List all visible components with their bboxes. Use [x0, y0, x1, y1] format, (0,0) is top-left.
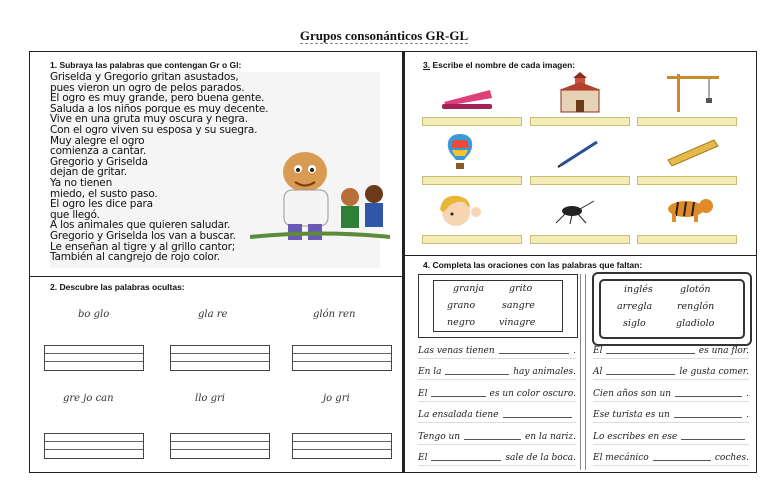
- sentence-blank[interactable]: [464, 439, 521, 440]
- answer-line-9[interactable]: [637, 235, 737, 244]
- story-line: dejan de gritar.: [50, 166, 127, 179]
- sentence-blank[interactable]: [606, 353, 695, 354]
- worksheet: [29, 51, 757, 473]
- bank-right-word: inglés: [624, 284, 653, 295]
- balloon-image: [443, 132, 477, 172]
- page-title: Grupos consonánticos GR-GL: [299, 28, 469, 43]
- hidden-word-4: gre jo can: [63, 393, 114, 404]
- story-line: También al cangrejo de rojo color.: [50, 251, 220, 264]
- sentence-end: hay animales.: [513, 367, 576, 377]
- bank-left-word: grano: [447, 300, 476, 311]
- answer-box-5[interactable]: [170, 433, 270, 459]
- sentence-end: sale de la boca.: [505, 453, 576, 463]
- sentence-end: .: [746, 389, 749, 399]
- bank-right-word: glotón: [680, 284, 711, 295]
- story-line: miedo, el susto paso.: [50, 187, 158, 200]
- crane-image: [663, 70, 723, 114]
- answer-line-8[interactable]: [530, 235, 630, 244]
- sentence-start: Cien años son un: [593, 389, 672, 399]
- sentence-start: El: [593, 346, 603, 356]
- girl-image: [434, 190, 484, 234]
- bank-right-word: siglo: [623, 318, 646, 329]
- answer-box-4[interactable]: [44, 433, 144, 459]
- story-line: Saluda a los niños porque es muy decente.: [50, 102, 269, 115]
- bank-right-word: arregla: [617, 301, 653, 312]
- sentence-start: La ensalada tiene: [418, 410, 499, 420]
- hidden-word-5: llo gri: [195, 393, 225, 404]
- answer-line-1[interactable]: [422, 117, 522, 126]
- answer-line-7[interactable]: [422, 235, 522, 244]
- answer-line-2[interactable]: [530, 117, 630, 126]
- sentence-blank[interactable]: [675, 396, 742, 397]
- answer-line-5[interactable]: [530, 176, 630, 185]
- sentence-start: En la: [418, 367, 442, 377]
- sentence-blank[interactable]: [445, 374, 509, 375]
- answer-line-4[interactable]: [422, 176, 522, 185]
- bank-right-word: renglón: [677, 301, 715, 312]
- story-line: Le enseñan al tigre y al grillo cantor;: [50, 240, 236, 253]
- bank-left-word: sangre: [502, 300, 535, 311]
- word-bank-left: [418, 274, 578, 338]
- bank-left-word: vinagre: [499, 317, 536, 328]
- story-line: Griselda y Gregorio gritan asustados,: [50, 71, 239, 83]
- sentence-start: Las venas tienen: [418, 346, 495, 356]
- sentence-blank[interactable]: [681, 439, 745, 440]
- story-line: Muy alegre el ogro: [50, 134, 145, 147]
- section-divider-left: [30, 276, 402, 277]
- sentence-end: es una flor.: [698, 346, 749, 356]
- sentence-blank[interactable]: [431, 396, 486, 397]
- answer-box-1[interactable]: [44, 345, 144, 371]
- bank-left-word: granja: [453, 283, 485, 294]
- tiger-image: [660, 194, 716, 224]
- story-line: Gregorio y Griselda los van a buscar.: [50, 229, 236, 242]
- bank-left-word: negro: [447, 317, 476, 328]
- section-divider-right: [405, 255, 756, 256]
- sentence-blank[interactable]: [674, 417, 742, 418]
- cricket-image: [552, 197, 596, 225]
- answer-line-6[interactable]: [637, 176, 737, 185]
- section2-heading: 2. Descubre las palabras ocultas:: [50, 282, 185, 292]
- ruler-image: [666, 138, 720, 166]
- story-box: [50, 72, 380, 268]
- pen-image: [557, 138, 603, 168]
- sentence-start: Lo escribes en ese: [593, 432, 678, 442]
- stapler-image: [440, 80, 496, 110]
- hidden-word-2: gla re: [198, 309, 228, 320]
- sentence-blank[interactable]: [653, 460, 711, 461]
- story-line: El ogro es muy grande, pero buena gente.: [50, 92, 265, 105]
- answer-box-2[interactable]: [170, 345, 270, 371]
- sentence-start: Ese turista es un: [593, 410, 670, 420]
- sentence-end: .: [746, 410, 749, 420]
- bank-right-word: gladiolo: [676, 318, 715, 329]
- sentence-start: Al: [593, 367, 603, 377]
- sentence-blank[interactable]: [503, 417, 572, 418]
- hidden-word-1: bo glo: [78, 309, 110, 320]
- word-bank-right: [592, 272, 752, 346]
- answer-line-3[interactable]: [637, 117, 737, 126]
- story-line: que llegó.: [50, 208, 100, 221]
- story-line: Vive en una gruta muy oscura y negra.: [50, 113, 248, 126]
- church-image: [555, 72, 605, 114]
- answer-box-6[interactable]: [292, 433, 392, 459]
- story-line: comienza a cantar.: [50, 145, 147, 158]
- story-line: Con el ogro viven su esposa y su suegra.: [50, 123, 258, 136]
- sentence-end: .: [573, 346, 576, 356]
- story-line: Gregorio y Griselda: [50, 155, 148, 168]
- hidden-word-3: glón ren: [313, 309, 356, 320]
- sentence-blank[interactable]: [431, 460, 501, 461]
- sentence-end: coches.: [714, 453, 749, 463]
- column-divider: [402, 52, 405, 472]
- sentence-end: le gusta comer.: [679, 367, 749, 377]
- section4-heading: 4. Completa las oraciones con las palabras que faltan:: [423, 260, 643, 270]
- hidden-word-6: jo gri: [323, 393, 350, 404]
- ogre-children-illustration: [250, 142, 390, 242]
- section3-heading: 3. Escribe el nombre de cada imagen:: [423, 60, 576, 70]
- sentence-blank[interactable]: [499, 353, 569, 354]
- sentence-start: El: [418, 389, 428, 399]
- sentence-start: El: [418, 453, 428, 463]
- bank-left-word: grito: [509, 283, 533, 294]
- sentence-end: en la nariz.: [524, 432, 576, 442]
- section1-heading: 1. Subraya las palabras que contengan Gr o Gl:: [50, 60, 242, 70]
- sentence-blank[interactable]: [606, 374, 675, 375]
- sentence-end: es un color oscuro.: [489, 389, 576, 399]
- sentence-start: Tengo un: [418, 432, 461, 442]
- story-line: El ogro les dice para: [50, 198, 153, 211]
- story-line: Ya no tienen: [50, 176, 113, 189]
- sentence-start: El mecánico: [593, 453, 649, 463]
- story-line: A los animales que quieren saludar.: [50, 219, 231, 232]
- story-line: pues vieron un ogro de pelos parados.: [50, 81, 245, 94]
- answer-box-3[interactable]: [292, 345, 392, 371]
